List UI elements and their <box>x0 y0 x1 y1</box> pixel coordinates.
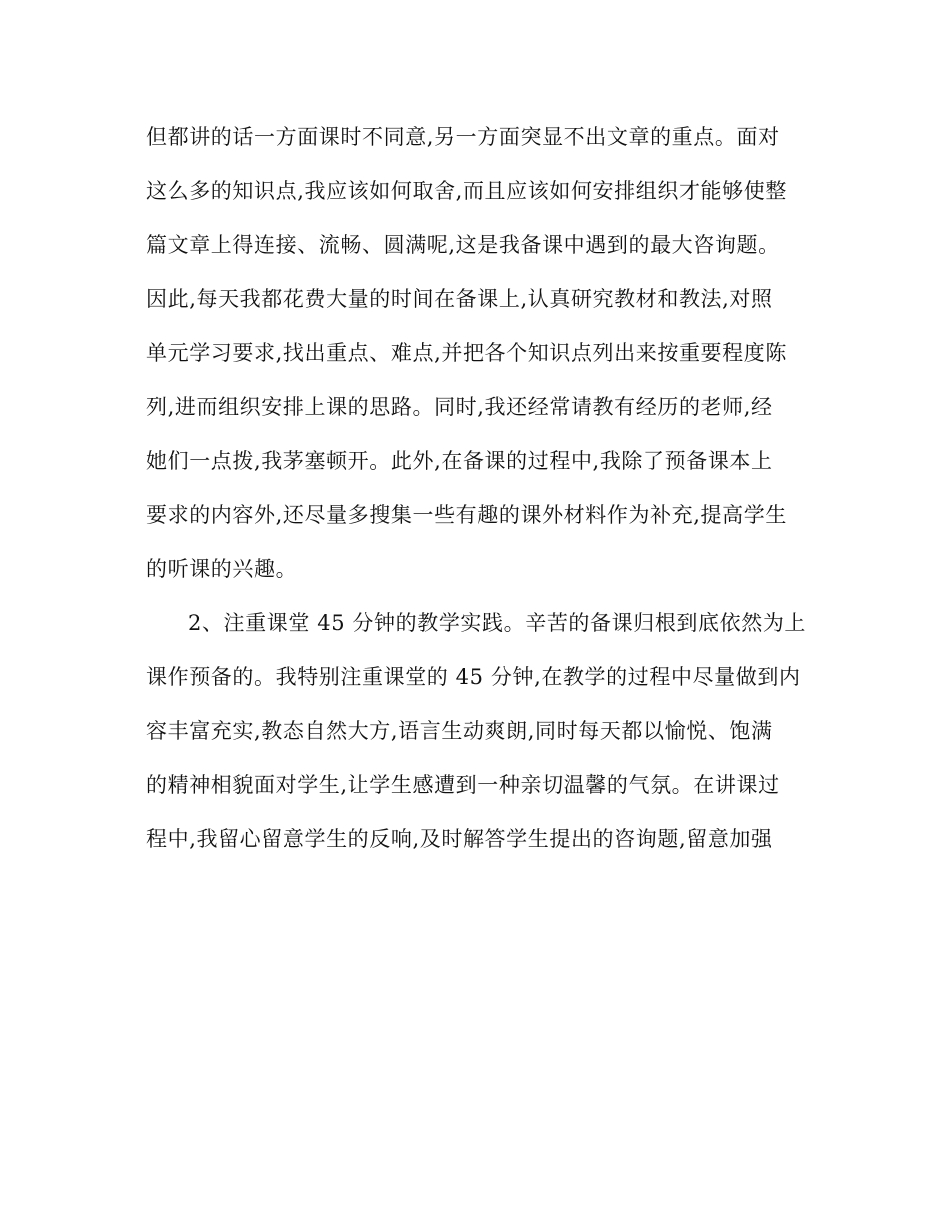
text-line: 因此,每天我都花费大量的时间在备课上,认真研究教材和教法,对照 <box>146 287 773 311</box>
text-line: 容丰富充实,教态自然大方,语言生动爽朗,同时每天都以愉悦、饱满 <box>146 719 773 743</box>
text-line: 课作预备的。我特别注重课堂的 45 分钟,在教学的过程中尽量做到内 <box>146 665 801 689</box>
body-text <box>146 110 826 866</box>
text-line: 列,进而组织安排上课的思路。同时,我还经常请教有经历的老师,经 <box>146 395 773 419</box>
text-line: 篇文章上得连接、流畅、圆满呢,这是我备课中遇到的最大咨询题。 <box>146 233 780 257</box>
text-line: 单元学习要求,找出重点、难点,并把各个知识点列出来按重要程度陈 <box>146 341 787 365</box>
text-line: 的听课的兴趣。 <box>146 557 298 581</box>
text-line: 的精神相貌面对学生,让学生感遭到一种亲切温馨的气氛。在讲课过 <box>146 773 780 797</box>
text-line: 她们一点拨,我茅塞顿开。此外,在备课的过程中,我除了预备课本上 <box>146 449 773 473</box>
text-line: 程中,我留心留意学生的反响,及时解答学生提出的咨询题,留意加强 <box>146 827 773 851</box>
text-line: 要求的内容外,还尽量多搜集一些有趣的课外材料作为补充,提高学生 <box>146 503 787 527</box>
text-line: 但都讲的话一方面课时不同意,另一方面突显不出文章的重点。面对 <box>146 125 780 149</box>
paragraph-start-line: 2、注重课堂 45 分钟的教学实践。辛苦的备课归根到底依然为上 <box>188 611 807 635</box>
text-line: 这么多的知识点,我应该如何取舍,而且应该如何安排组织才能够使整 <box>146 179 787 203</box>
